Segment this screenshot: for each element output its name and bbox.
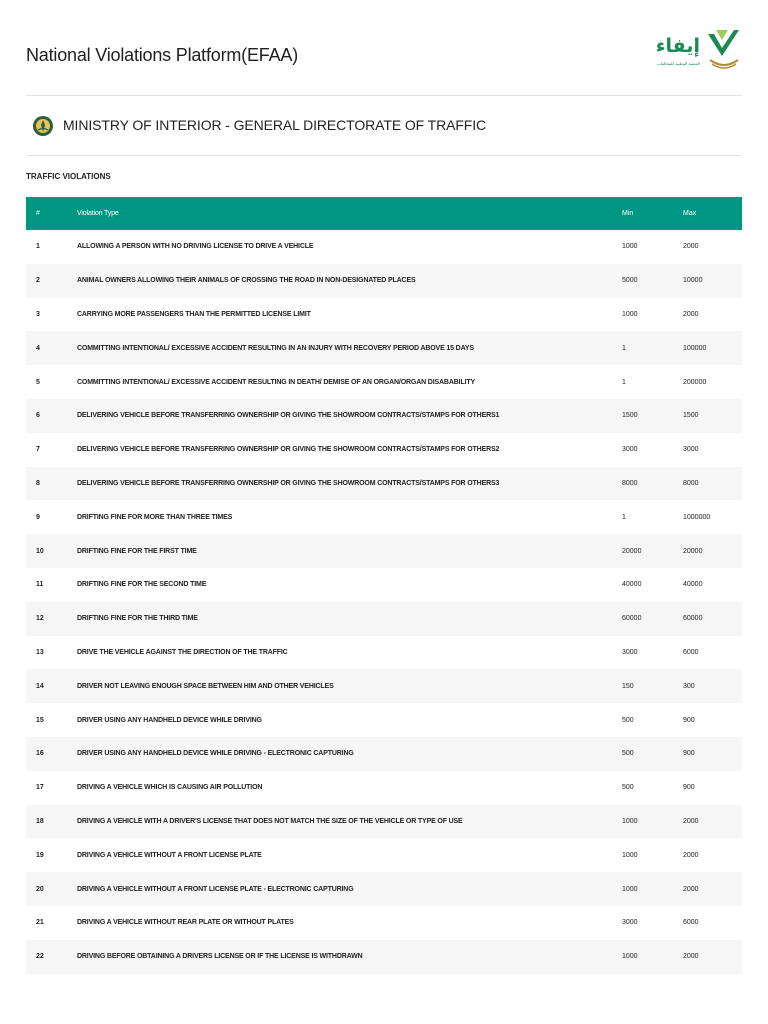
min-fine: 1000 bbox=[622, 953, 638, 961]
efaa-logo bbox=[642, 26, 742, 74]
violation-type: DRIVING A VEHICLE WHICH IS CAUSING AIR POLLUTION bbox=[77, 784, 263, 792]
violation-type: COMMITTING INTENTIONAL/ EXCESSIVE ACCIDENT RESULTING IN AN INJURY WITH RECOVERY PERIOD ABOVE 15 DAYS bbox=[77, 344, 474, 352]
column-header-number: # bbox=[36, 210, 40, 217]
row-number: 18 bbox=[36, 817, 44, 825]
min-fine: 1 bbox=[622, 378, 626, 386]
table-row bbox=[26, 602, 742, 636]
min-fine: 3000 bbox=[622, 648, 638, 656]
max-fine: 2000 bbox=[683, 885, 699, 893]
max-fine: 10000 bbox=[683, 277, 703, 285]
logo-subtext: المنصة الوطنية للمخالفات bbox=[656, 61, 700, 66]
violations-table bbox=[26, 197, 742, 974]
min-fine: 1000 bbox=[622, 885, 638, 893]
min-fine: 1 bbox=[622, 344, 626, 352]
ministry-title: MINISTRY OF INTERIOR - GENERAL DIRECTORATE OF TRAFFIC bbox=[63, 117, 487, 133]
violation-type: DELIVERING VEHICLE BEFORE TRANSFERRING OWNERSHIP OR GIVING THE SHOWROOM CONTRACTS/STAMPS FOR OTHERS2 bbox=[77, 446, 500, 454]
row-number: 15 bbox=[36, 716, 44, 724]
min-fine: 500 bbox=[622, 784, 634, 792]
table-row bbox=[26, 636, 742, 670]
max-fine: 2000 bbox=[683, 851, 699, 859]
table-row bbox=[26, 230, 742, 264]
violation-type: COMMITTING INTENTIONAL/ EXCESSIVE ACCIDENT RESULTING IN DEATH/ DEMISE OF AN ORGAN/ORGAN DISABABILITY bbox=[77, 378, 476, 386]
row-number: 21 bbox=[36, 919, 44, 927]
table-row bbox=[26, 805, 742, 839]
row-number: 9 bbox=[36, 513, 40, 521]
min-fine: 1000 bbox=[622, 817, 638, 825]
ministry-header bbox=[26, 96, 742, 156]
min-fine: 150 bbox=[622, 682, 634, 690]
max-fine: 100000 bbox=[683, 344, 707, 352]
violation-type: DELIVERING VEHICLE BEFORE TRANSFERRING OWNERSHIP OR GIVING THE SHOWROOM CONTRACTS/STAMPS FOR OTHERS3 bbox=[77, 479, 500, 487]
row-number: 5 bbox=[36, 378, 40, 386]
max-fine: 40000 bbox=[683, 581, 703, 589]
min-fine: 3000 bbox=[622, 919, 638, 927]
table-row bbox=[26, 906, 742, 940]
row-number: 4 bbox=[36, 344, 40, 352]
row-number: 10 bbox=[36, 547, 44, 555]
max-fine: 300 bbox=[683, 682, 695, 690]
row-number: 13 bbox=[36, 648, 44, 656]
violation-type: ALLOWING A PERSON WITH NO DRIVING LICENSE TO DRIVE A VEHICLE bbox=[77, 243, 314, 251]
min-fine: 1000 bbox=[622, 243, 638, 251]
violation-type: DRIVER NOT LEAVING ENOUGH SPACE BETWEEN HIM AND OTHER VEHICLES bbox=[77, 682, 334, 690]
min-fine: 1 bbox=[622, 513, 626, 521]
row-number: 14 bbox=[36, 682, 44, 690]
table-row bbox=[26, 771, 742, 805]
table-row bbox=[26, 940, 742, 974]
table-row bbox=[26, 365, 742, 399]
min-fine: 1500 bbox=[622, 412, 638, 420]
max-fine: 1000000 bbox=[683, 513, 711, 521]
checkmark-icon bbox=[708, 30, 739, 68]
column-header-min: Min bbox=[622, 210, 634, 217]
row-number: 2 bbox=[36, 277, 40, 285]
violation-type: DRIVE THE VEHICLE AGAINST THE DIRECTION OF THE TRAFFIC bbox=[77, 648, 288, 656]
max-fine: 20000 bbox=[683, 547, 703, 555]
violation-type: DRIFTING FINE FOR THE FIRST TIME bbox=[77, 547, 197, 555]
table-row bbox=[26, 872, 742, 906]
max-fine: 6000 bbox=[683, 919, 699, 927]
violation-type: DELIVERING VEHICLE BEFORE TRANSFERRING OWNERSHIP OR GIVING THE SHOWROOM CONTRACTS/STAMPS FOR OTHERS1 bbox=[77, 412, 500, 420]
violation-type: DRIVER USING ANY HANDHELD DEVICE WHILE DRIVING - ELECTRONIC CAPTURING bbox=[77, 750, 354, 758]
table-row bbox=[26, 534, 742, 568]
max-fine: 8000 bbox=[683, 479, 699, 487]
max-fine: 60000 bbox=[683, 615, 703, 623]
max-fine: 1500 bbox=[683, 412, 699, 420]
violation-type: DRIVING A VEHICLE WITH A DRIVER'S LICENSE THAT DOES NOT MATCH THE SIZE OF THE VEHICLE OR TYPE OF USE bbox=[77, 817, 463, 825]
max-fine: 900 bbox=[683, 716, 695, 724]
column-header-violation-type: Violation Type bbox=[77, 210, 119, 217]
table-row bbox=[26, 433, 742, 467]
row-number: 3 bbox=[36, 310, 40, 318]
min-fine: 500 bbox=[622, 716, 634, 724]
column-header-max: Max bbox=[683, 210, 697, 217]
row-number: 6 bbox=[36, 412, 40, 420]
row-number: 19 bbox=[36, 851, 44, 859]
table-row bbox=[26, 703, 742, 737]
violation-type: DRIVING A VEHICLE WITHOUT REAR PLATE OR WITHOUT PLATES bbox=[77, 919, 294, 927]
table-body bbox=[26, 230, 742, 974]
violation-type: DRIVING A VEHICLE WITHOUT A FRONT LICENSE PLATE bbox=[77, 851, 262, 859]
max-fine: 2000 bbox=[683, 953, 699, 961]
row-number: 11 bbox=[36, 581, 44, 589]
row-number: 20 bbox=[36, 885, 44, 893]
min-fine: 3000 bbox=[622, 446, 638, 454]
section-title: TRAFFIC VIOLATIONS bbox=[26, 172, 111, 181]
violation-type: ANIMAL OWNERS ALLOWING THEIR ANIMALS OF CROSSING THE ROAD IN NON-DESIGNATED PLACES bbox=[77, 277, 416, 285]
table-row bbox=[26, 298, 742, 332]
table-row bbox=[26, 467, 742, 501]
min-fine: 1000 bbox=[622, 310, 638, 318]
max-fine: 2000 bbox=[683, 817, 699, 825]
violation-type: DRIVING BEFORE OBTAINING A DRIVERS LICENSE OR IF THE LICENSE IS WITHDRAWN bbox=[77, 953, 363, 961]
row-number: 12 bbox=[36, 615, 44, 623]
row-number: 16 bbox=[36, 750, 44, 758]
violation-type: DRIFTING FINE FOR THE THIRD TIME bbox=[77, 615, 198, 623]
row-number: 22 bbox=[36, 953, 44, 961]
min-fine: 500 bbox=[622, 750, 634, 758]
min-fine: 5000 bbox=[622, 277, 638, 285]
violation-type: CARRYING MORE PASSENGERS THAN THE PERMITTED LICENSE LIMIT bbox=[77, 310, 311, 318]
min-fine: 8000 bbox=[622, 479, 638, 487]
table-row bbox=[26, 399, 742, 433]
violation-type: DRIFTING FINE FOR THE SECOND TIME bbox=[77, 581, 207, 589]
row-number: 17 bbox=[36, 784, 44, 792]
table-row bbox=[26, 500, 742, 534]
page-title: National Violations Platform(EFAA) bbox=[26, 45, 298, 65]
violation-type: DRIVING A VEHICLE WITHOUT A FRONT LICENSE PLATE - ELECTRONIC CAPTURING bbox=[77, 885, 354, 893]
max-fine: 900 bbox=[683, 784, 695, 792]
violation-type: DRIVER USING ANY HANDHELD DEVICE WHILE DRIVING bbox=[77, 716, 262, 724]
page-header bbox=[26, 0, 742, 96]
row-number: 7 bbox=[36, 446, 40, 454]
max-fine: 6000 bbox=[683, 648, 699, 656]
min-fine: 20000 bbox=[622, 547, 642, 555]
min-fine: 1000 bbox=[622, 851, 638, 859]
table-row bbox=[26, 838, 742, 872]
table-row bbox=[26, 669, 742, 703]
max-fine: 2000 bbox=[683, 243, 699, 251]
table-header bbox=[26, 197, 742, 230]
max-fine: 3000 bbox=[683, 446, 699, 454]
logo-text: إيفاء bbox=[655, 35, 700, 57]
max-fine: 2000 bbox=[683, 310, 699, 318]
ministry-emblem-icon bbox=[32, 115, 54, 137]
max-fine: 200000 bbox=[683, 378, 707, 386]
table-row bbox=[26, 568, 742, 602]
min-fine: 40000 bbox=[622, 581, 642, 589]
table-row bbox=[26, 331, 742, 365]
violation-type: DRIFTING FINE FOR MORE THAN THREE TIMES bbox=[77, 513, 233, 521]
row-number: 8 bbox=[36, 479, 40, 487]
max-fine: 900 bbox=[683, 750, 695, 758]
row-number: 1 bbox=[36, 243, 40, 251]
min-fine: 60000 bbox=[622, 615, 642, 623]
table-row bbox=[26, 264, 742, 298]
table-row bbox=[26, 737, 742, 771]
